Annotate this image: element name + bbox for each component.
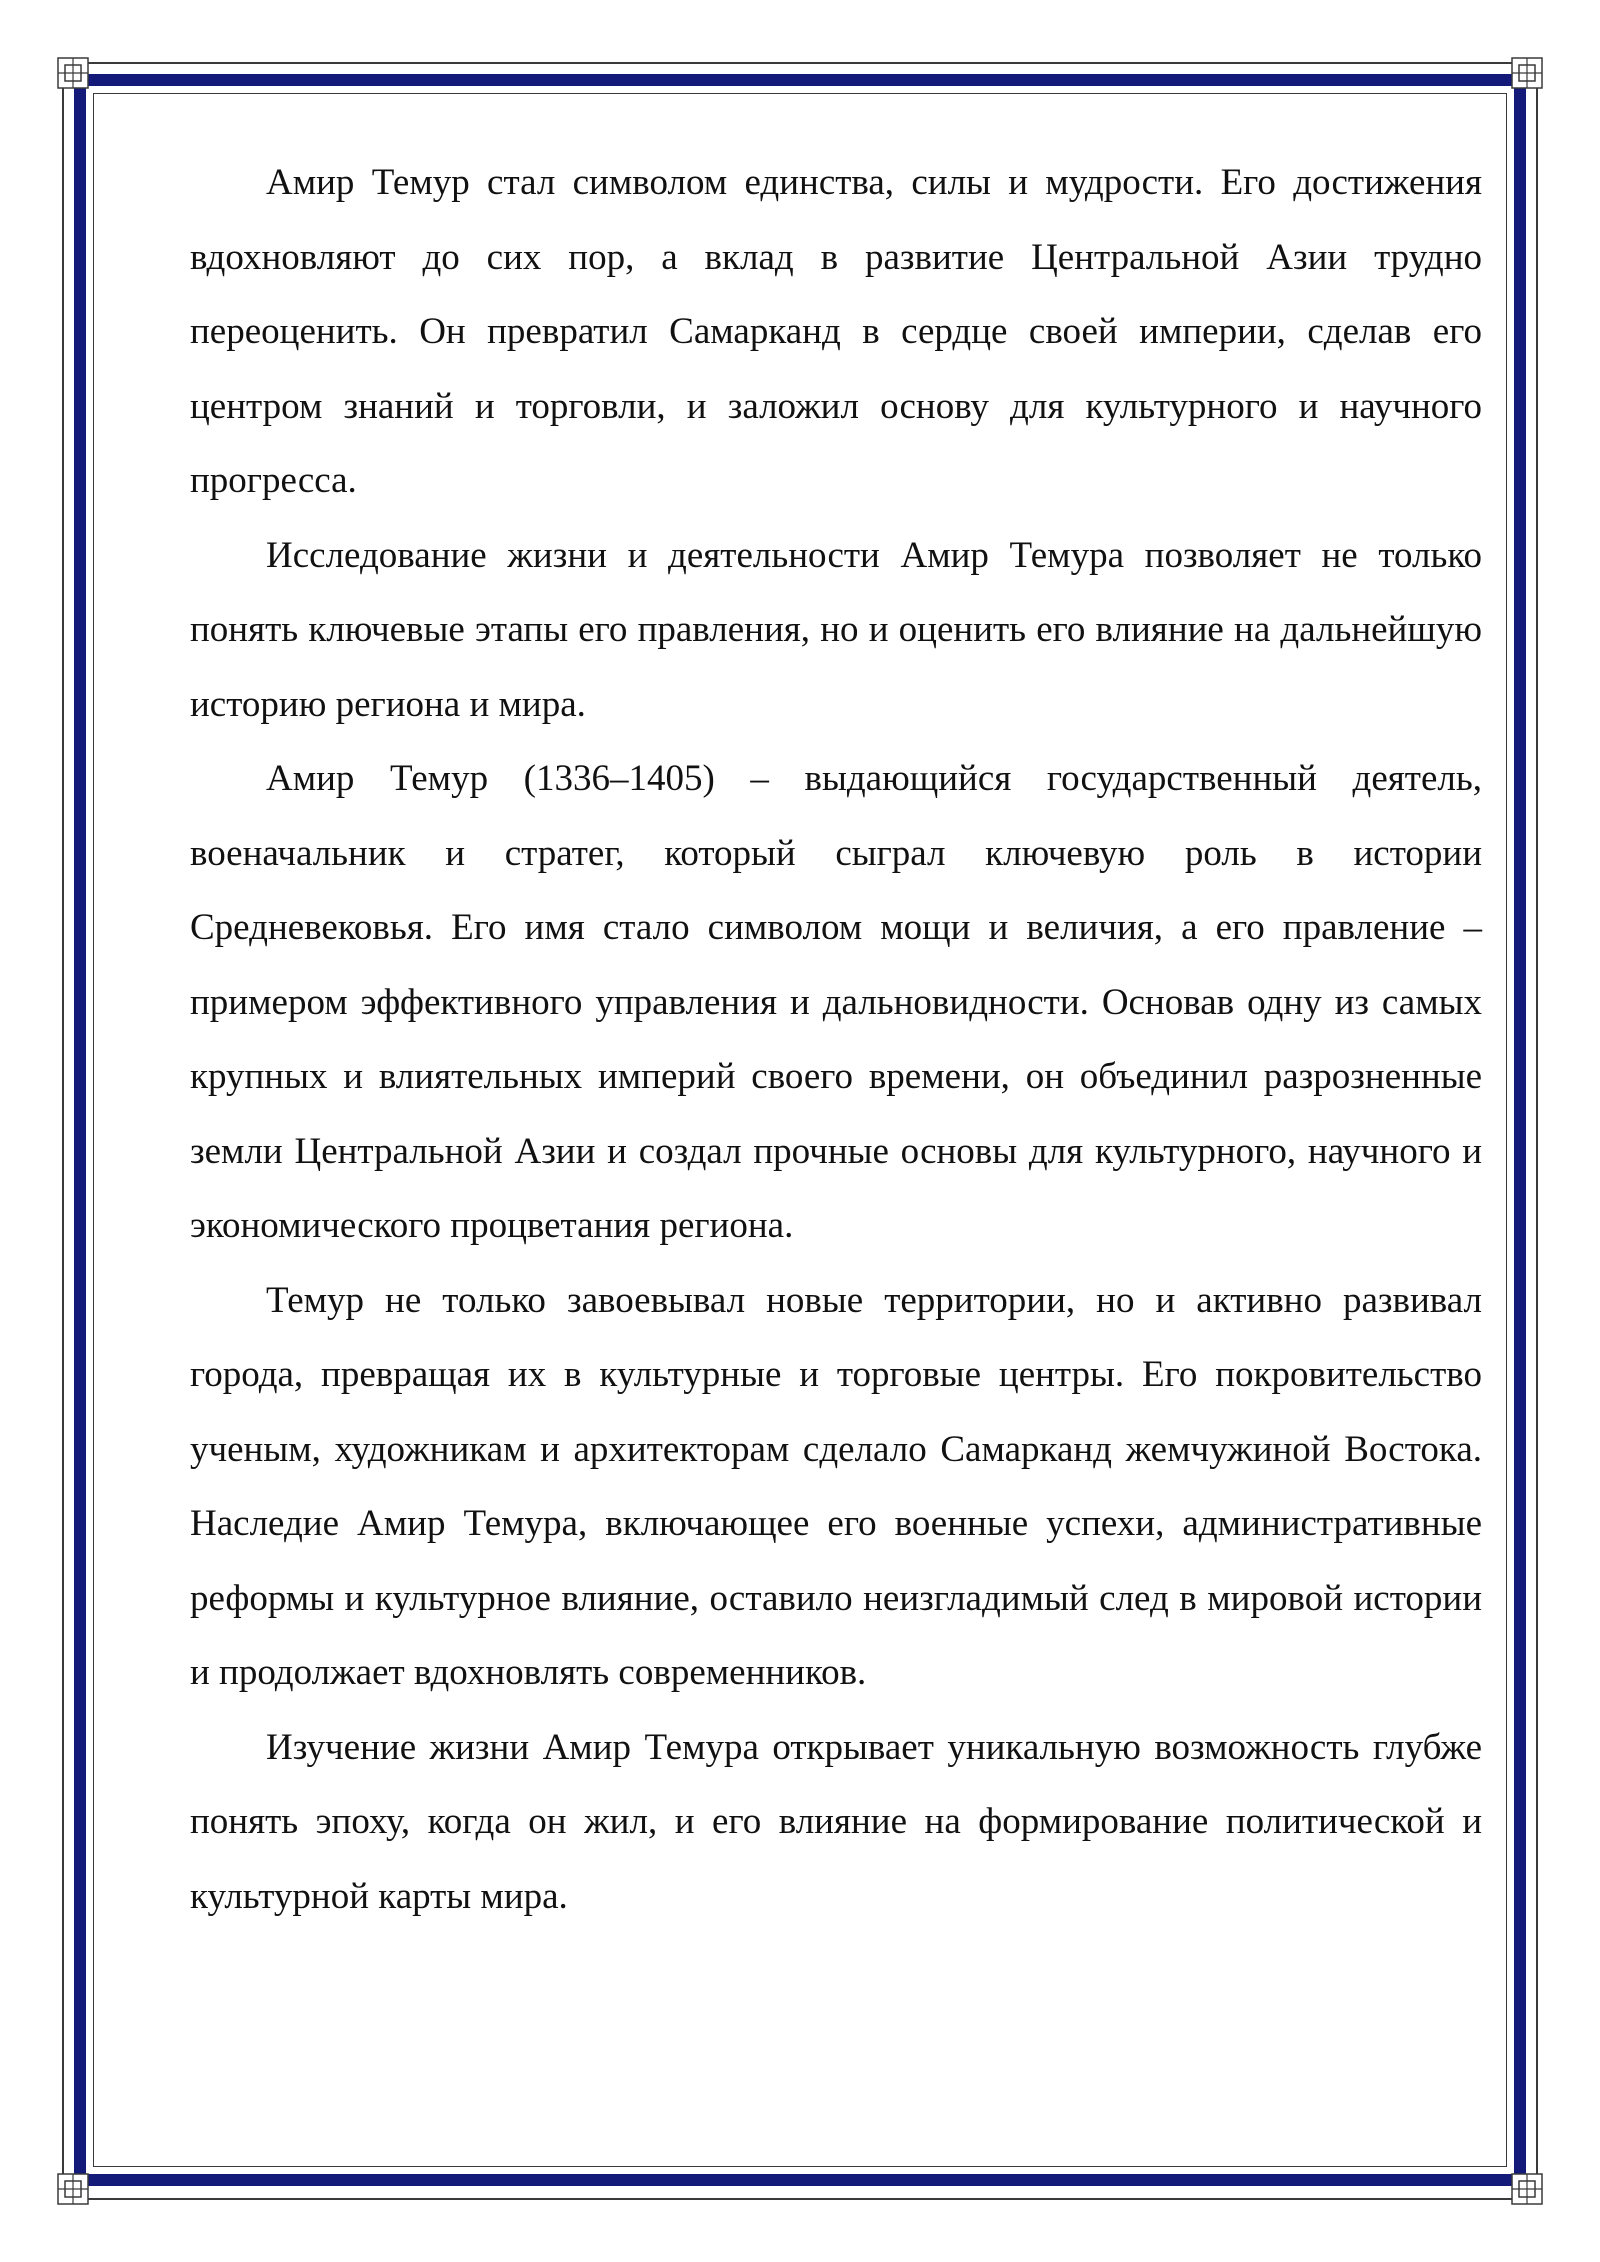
frame-corner-ornament-icon [56, 2172, 90, 2206]
paragraph: Амир Темур (1336–1405) – выдающийся государственный деятель, военачальник и стратег, который сыграл ключевую роль в истории Средневековья. Его имя стало символом мощи и величия, а его правление – примером эффективного управления и дальновидности. Основав одну из самых крупных и влиятельных империй своего времени, он объединил разрозненные земли Центральной Азии и создал прочные основы для культурного, научного и экономического процветания региона. [190, 758, 1482, 1246]
document-body [190, 146, 1482, 1934]
frame-corner-ornament-icon [1510, 2172, 1544, 2206]
frame-corner-ornament-icon [1510, 56, 1544, 90]
frame-corner-ornament-icon [56, 56, 90, 90]
paragraph: Амир Темур стал символом единства, силы и мудрости. Его достижения вдохновляют до сих пор, а вклад в развитие Центральной Азии трудно переоценить. Он превратил Самарканд в сердце своей империи, сделав его центром знаний и торговли, и заложил основу для культурного и научного прогресса. [190, 162, 1482, 501]
paragraph: Темур не только завоевывал новые территории, но и активно развивал города, превращая их в культурные и торговые центры. Его покровительство ученым, художникам и архитекторам сделало Самарканд жемчужиной Востока. Наследие Амир Темура, включающее его военные успехи, административные реформы и культурное влияние, оставило неизгладимый след в мировой истории и продолжает вдохновлять современников. [190, 1279, 1482, 1693]
paragraph: Исследование жизни и деятельности Амир Темура позволяет не только понять ключевые этапы его правления, но и оценить его влияние на дальнейшую историю региона и мира. [190, 534, 1482, 725]
paragraph: Изучение жизни Амир Темура открывает уникальную возможность глубже понять эпоху, когда он жил, и его влияние на формирование политической и культурной карты мира. [190, 1726, 1482, 1917]
